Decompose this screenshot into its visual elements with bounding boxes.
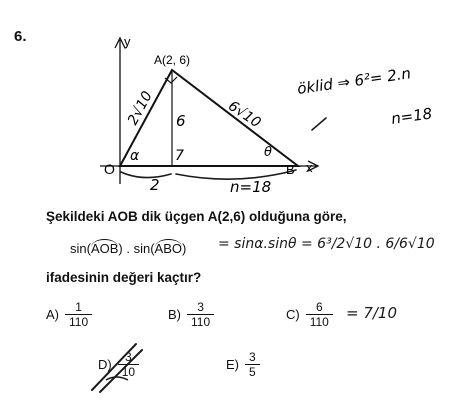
y-label: y — [124, 34, 131, 49]
option-c-den: 110 — [309, 315, 329, 329]
option-b-den: 110 — [191, 315, 211, 329]
side-ab-label: 6√10 — [225, 98, 264, 132]
option-c-num: 6 — [306, 300, 333, 315]
option-a-label: A) — [46, 307, 59, 322]
x-label: x — [306, 160, 313, 175]
option-d-crossout — [86, 340, 146, 396]
note-pointer — [312, 118, 326, 130]
angle-abo: ABO — [154, 241, 183, 256]
option-b[interactable] — [168, 300, 214, 329]
option-b-fraction — [187, 300, 214, 329]
option-a-fraction — [65, 300, 92, 329]
segment-left-label: 2 — [150, 176, 160, 194]
question-number: 6. — [14, 28, 27, 45]
option-c-label: C) — [286, 307, 300, 322]
height-label: 6 — [176, 112, 186, 130]
option-e[interactable] — [226, 350, 260, 379]
angle-o-label: α — [130, 148, 140, 164]
option-e-num: 3 — [245, 350, 260, 365]
option-a-num: 1 — [65, 300, 92, 315]
angle-b-label: θ — [264, 145, 272, 160]
expr-sin2: ) . sin( — [118, 241, 155, 256]
question-ask: ifadesinin değeri kaçtır? — [46, 270, 202, 285]
option-d-label: D) — [98, 357, 112, 372]
euclid-note-result: n=18 — [390, 104, 434, 128]
option-e-fraction — [245, 350, 260, 379]
euclid-note: öklid ⇒ 6²= 2.n — [296, 64, 412, 98]
option-b-label: B) — [168, 307, 181, 322]
segment-right-label: n=18 — [230, 178, 272, 196]
option-a[interactable] — [46, 300, 92, 329]
side-oa-label: 2√10 — [124, 88, 156, 128]
option-d-den: 10 — [121, 365, 136, 379]
answer-work: = 7/10 — [346, 304, 398, 322]
expr-close: ) — [182, 241, 187, 256]
option-a-den: 110 — [69, 315, 89, 329]
option-b-num: 3 — [187, 300, 214, 315]
angle-aob: AOB — [90, 241, 119, 256]
triangle-figure — [0, 0, 455, 200]
option-d-num: 3 — [118, 350, 139, 365]
brace-left — [121, 172, 171, 178]
option-c[interactable] — [286, 300, 333, 329]
expr-sin1: sin( — [70, 241, 91, 256]
foot-label: 7 — [175, 148, 184, 164]
work-expression: = sinα.sinθ = 6³/2√10 . 6/6√10 — [218, 236, 435, 252]
origin-label: O — [104, 161, 115, 177]
option-e-label: E) — [226, 357, 239, 372]
option-c-fraction — [306, 300, 333, 329]
question-statement: Şekildeki AOB dik üçgen A(2,6) olduğuna göre, — [46, 209, 347, 224]
question-expression — [70, 239, 186, 256]
option-e-den: 5 — [249, 365, 256, 379]
point-a-label: A(2, 6) — [154, 53, 191, 67]
point-b-label: B — [286, 162, 295, 177]
